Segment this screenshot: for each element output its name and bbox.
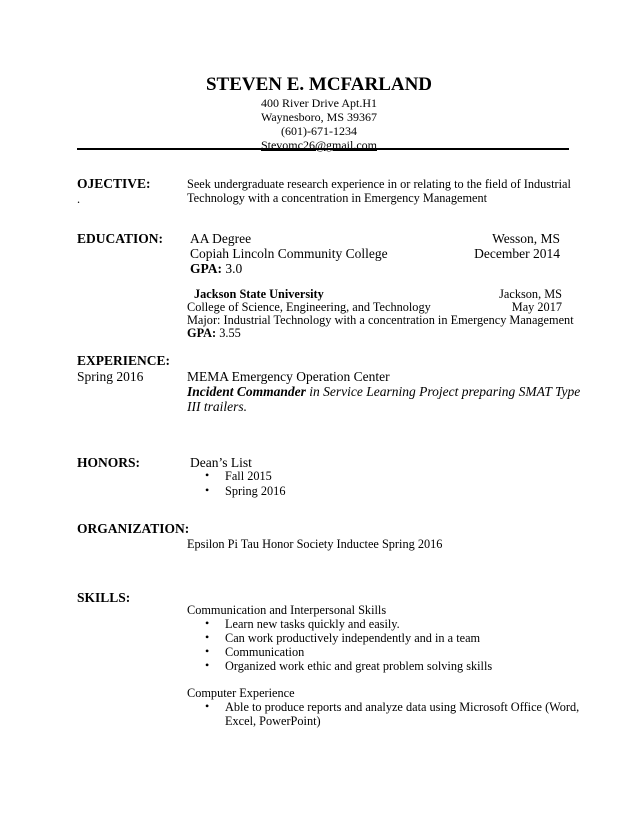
skills-item [205,630,481,646]
gpa-label: GPA: [187,326,217,340]
address-line-2: Waynesboro, MS 39367 [260,110,378,124]
objective-line-2: Technology with a concentration in Emergency Management [187,191,488,205]
school-2-college: College of Science, Engineering, and Technology [187,300,431,314]
experience-description-line-1 [187,384,580,400]
school-1-name: Copiah Lincoln Community College [190,246,388,261]
objective-marker: . [77,192,81,206]
school-2-location: Jackson, MS [499,287,562,301]
organization-text: Epsilon Pi Tau Honor Society Inductee Spring 2016 [187,537,443,551]
gpa-label: GPA: [190,261,222,276]
address-line-1: 400 River Drive Apt.H1 [261,96,377,110]
organization-heading: ORGANIZATION: [77,521,190,536]
experience-heading: EXPERIENCE: [77,353,171,368]
skills-item [205,699,580,715]
bullet-icon: • [205,630,210,644]
experience-description-line-2: III trailers. [187,399,247,414]
phone-number: (601)-671-1234 [281,124,357,138]
degree-1: AA Degree [190,231,252,246]
school-2-gpa [187,326,241,341]
school-2-name: Jackson State University [194,287,324,301]
honors-item-text: Fall 2015 [225,469,272,483]
objective-line-1: Seek undergraduate research experience in or relating to the field of Industrial [187,177,571,191]
gpa-value: 3.55 [219,326,241,340]
honors-item [205,483,286,499]
bullet-icon: • [205,468,210,482]
bullet-icon: • [205,644,210,658]
bullet-icon: • [205,483,210,497]
email-link[interactable]: Stevomc26@gmail.com [260,138,378,152]
school-1-gpa [190,261,242,277]
skills-item-continuation: Excel, PowerPoint) [225,714,321,728]
school-1-date: December 2014 [474,246,560,261]
email-address [0,138,638,153]
bullet-icon: • [205,616,210,630]
skills-item [205,616,400,632]
objective-heading: OJECTIVE: [77,176,151,191]
skills-group-2-title: Computer Experience [187,686,295,700]
skills-item-text: Communication [225,645,305,659]
education-heading: EDUCATION: [77,231,164,246]
header-divider [77,148,569,150]
bullet-icon: • [205,699,210,713]
bullet-icon: • [205,658,210,672]
school-2-date: May 2017 [511,300,562,314]
experience-employer: MEMA Emergency Operation Center [187,369,390,384]
skills-heading: SKILLS: [77,590,131,605]
school-2-major: Major: Industrial Technology with a concentration in Emergency Management [187,313,574,327]
honors-title: Dean’s List [190,455,252,470]
skills-item-text: Able to produce reports and analyze data using Microsoft Office (Word, [225,700,580,714]
skills-group-1-title: Communication and Interpersonal Skills [187,603,387,617]
experience-role: Incident Commander [187,384,306,399]
skills-item-text: Learn new tasks quickly and easily. [225,617,400,631]
skills-item-text: Can work productively independently and in a team [225,631,481,645]
honors-item [205,468,272,484]
skills-item [205,658,493,674]
skills-item [205,644,305,660]
honors-item-text: Spring 2016 [225,484,286,498]
experience-date: Spring 2016 [77,369,144,384]
honors-heading: HONORS: [77,455,141,470]
candidate-name: STEVEN E. MCFARLAND [205,74,433,95]
school-1-location: Wesson, MS [492,231,560,246]
gpa-value: 3.0 [225,261,243,276]
skills-item-text: Organized work ethic and great problem solving skills [225,659,493,673]
experience-desc: in Service Learning Project preparing SMAT Type [305,384,581,399]
